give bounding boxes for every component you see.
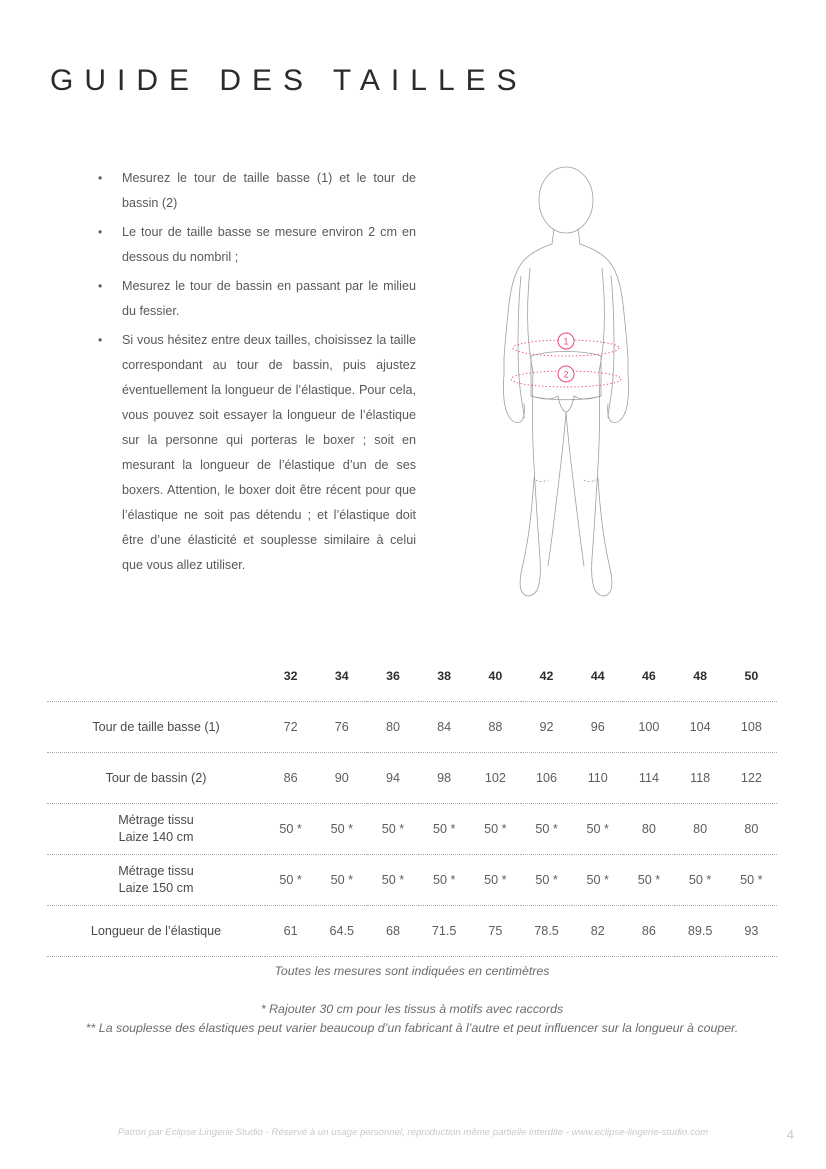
cell: 50 * <box>330 822 354 836</box>
instruction-list <box>86 166 416 582</box>
row-label-line2: Laize 150 cm <box>118 881 194 895</box>
cell: 89.5 <box>687 924 713 938</box>
table-row <box>47 702 777 753</box>
cell: 50 * <box>535 822 558 836</box>
cell: 80 <box>385 720 400 734</box>
cell: 93 <box>744 924 759 938</box>
bullet-icon: • <box>98 171 103 185</box>
table-corner-cell <box>47 655 265 702</box>
row-label-taille-basse <box>47 702 265 753</box>
list-item <box>86 274 416 324</box>
column-header-50: 50 <box>744 669 759 683</box>
cell: 122 <box>740 771 762 785</box>
cell: 72 <box>283 720 298 734</box>
cell: 82 <box>590 924 605 938</box>
row-label-metrage-140 <box>47 804 265 855</box>
bullet-icon: • <box>98 333 103 347</box>
cell: 50 * <box>484 822 507 836</box>
row-label-line1: Longueur de l’élastique <box>90 923 222 938</box>
cell: 100 <box>638 720 660 734</box>
cell: 88 <box>488 720 503 734</box>
cell: 110 <box>587 771 608 785</box>
cell: 80 <box>744 822 759 836</box>
row-label-metrage-150 <box>47 855 265 906</box>
figure-leg-left <box>520 372 540 596</box>
column-header-32: 32 <box>283 669 298 683</box>
cell: 50 * <box>432 822 456 836</box>
cell: 71.5 <box>431 924 457 938</box>
cell: 50 * <box>688 873 712 887</box>
table-row <box>47 855 777 906</box>
column-header-40: 40 <box>488 669 503 683</box>
cell: 50 * <box>484 873 507 887</box>
cell: 80 <box>641 822 656 836</box>
list-item-text: Mesurez le tour de taille basse (1) et le tour de bassin (2) <box>122 171 416 210</box>
size-chart-table <box>47 655 777 957</box>
cell: 102 <box>484 771 506 785</box>
figure-head <box>539 167 593 233</box>
bullet-icon: • <box>98 225 103 239</box>
figure-arm-right <box>608 276 614 418</box>
page-title: GUIDE DES TAILLES <box>50 64 528 98</box>
row-label-bassin <box>47 753 265 804</box>
figure-leg-right <box>592 372 612 596</box>
measure-line-2 <box>511 366 621 387</box>
cell: 50 * <box>330 873 354 887</box>
cell: 50 * <box>381 822 405 836</box>
cell: 86 <box>283 771 298 785</box>
column-header-42: 42 <box>539 669 554 683</box>
row-label-line1: Tour de bassin (2) <box>105 770 207 785</box>
list-item <box>86 166 416 216</box>
table-notes <box>47 964 777 1038</box>
row-label-line1: Métrage tissu <box>118 864 194 878</box>
cell: 50 * <box>586 873 609 887</box>
cell: 114 <box>638 771 659 785</box>
figure-side-left <box>528 268 533 372</box>
row-label-line1: Tour de taille basse (1) <box>92 719 220 734</box>
cell: 61 <box>283 924 298 938</box>
cell: 98 <box>437 771 452 785</box>
cell: 96 <box>590 720 605 734</box>
note-star-one: * Rajouter 30 cm pour les tissus à motifs avec raccords <box>260 1002 564 1016</box>
body-measurement-figure <box>488 160 688 610</box>
list-item <box>86 328 416 578</box>
cell: 94 <box>385 771 400 785</box>
cell: 50 * <box>637 873 661 887</box>
measure-marker-2-label: 2 <box>563 369 569 380</box>
cell: 50 * <box>535 873 558 887</box>
page-number: 4 <box>786 1127 794 1142</box>
cell: 104 <box>689 720 711 734</box>
cell: 50 * <box>381 873 405 887</box>
column-header-46: 46 <box>642 669 656 683</box>
bullet-icon: • <box>98 279 103 293</box>
column-header-38: 38 <box>437 669 452 683</box>
cell: 50 * <box>432 873 456 887</box>
cell: 75 <box>488 924 503 938</box>
cell: 106 <box>536 771 558 785</box>
note-star-two: ** La souplesse des élastiques peut varier beaucoup d’un fabricant à l’autre et peut influencer sur la longueur à couper. <box>85 1021 739 1035</box>
table-row <box>47 753 777 804</box>
cell: 50 * <box>586 822 609 836</box>
cell: 90 <box>334 771 349 785</box>
page-footer: Patron par Eclipse Lingerie Studio - Réservé à un usage personnel, reproduction même partielle interdite - www.eclipse-lingerie-studio.com <box>117 1127 709 1138</box>
cell: 50 * <box>740 873 763 887</box>
cell: 50 * <box>279 873 302 887</box>
column-header-36: 36 <box>386 669 400 683</box>
cell: 108 <box>740 720 762 734</box>
cell: 84 <box>437 720 452 734</box>
figure-arm-left <box>518 276 524 418</box>
list-item-text: Le tour de taille basse se mesure environ 2 cm en dessous du nombril ; <box>122 225 416 264</box>
cell: 92 <box>539 720 554 734</box>
column-header-34: 34 <box>334 669 349 683</box>
cell: 64.5 <box>329 924 355 938</box>
row-label-line2: Laize 140 cm <box>118 830 194 844</box>
column-header-48: 48 <box>693 669 708 683</box>
table-row <box>47 906 777 957</box>
cell: 76 <box>334 720 349 734</box>
note-units: Toutes les mesures sont indiquées en centimètres <box>274 964 550 978</box>
figure-side-right <box>599 268 604 372</box>
row-label-longueur-elastique <box>47 906 265 957</box>
cell: 68 <box>385 924 400 938</box>
measure-marker-1-label: 1 <box>563 336 569 347</box>
table-header-row <box>47 655 777 702</box>
cell: 118 <box>690 771 711 785</box>
list-item <box>86 220 416 270</box>
row-label-line1: Métrage tissu <box>118 813 194 827</box>
cell: 78.5 <box>534 924 559 938</box>
cell: 50 * <box>279 822 302 836</box>
column-header-44: 44 <box>590 669 605 683</box>
list-item-text: Si vous hésitez entre deux tailles, choisissez la taille correspondant au tour de bassin, puis ajustez éventuellement la longueur de l’élastique. Pour cela, vous pouvez soit essayer la longueur de l’élastique sur la personne qui porteras le boxer ; soit en mesurant la longueur de l’élastique d’un de ses boxers. Attention, le boxer doit être récent pour que l’élastique ne soit pas détendu ; et l’élastique doit être d’une élasticité et souplesse similaire à celui que vous allez utiliser. <box>122 333 416 572</box>
table-row <box>47 804 777 855</box>
cell: 86 <box>641 924 656 938</box>
list-item-text: Mesurez le tour de bassin en passant par le milieu du fessier. <box>122 279 416 318</box>
cell: 80 <box>693 822 708 836</box>
